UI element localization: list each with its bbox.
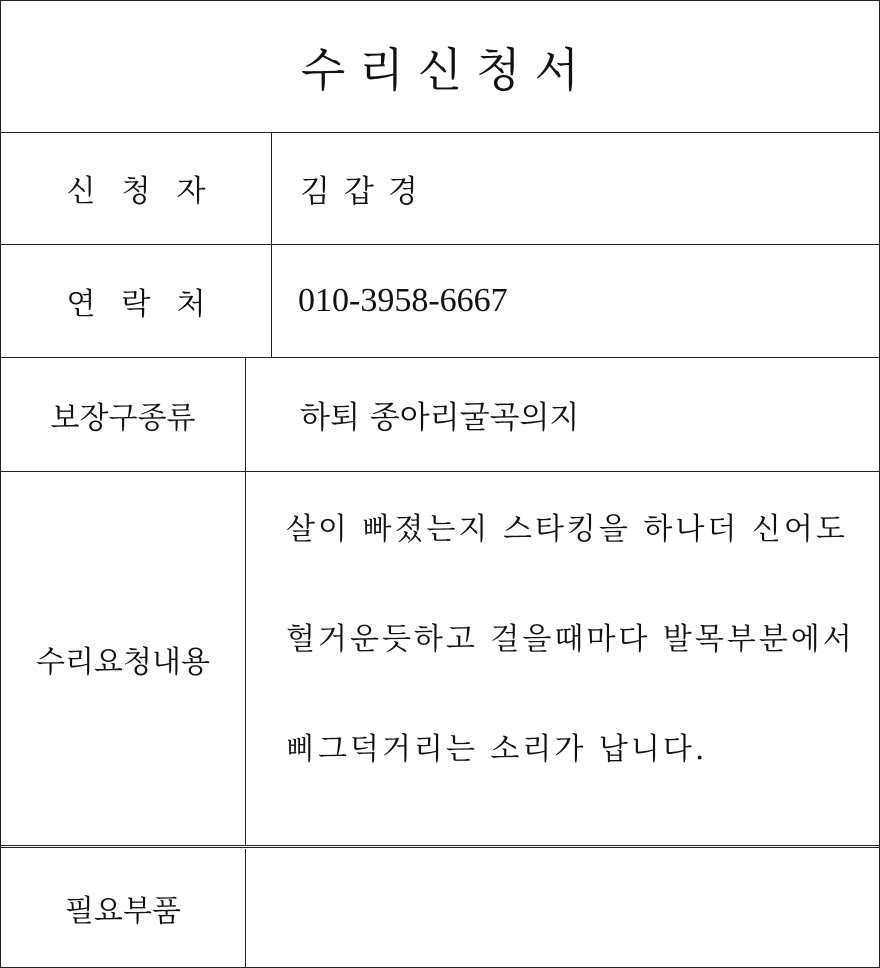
repair-request-value [246,472,879,845]
applicant-value: 김갑경 [300,173,432,210]
request-line-1: 살이 빠졌는지 스타킹을 하나더 신어도 [286,512,848,547]
required-parts-value [246,849,879,967]
applicant-label: 신청자 [1,132,272,244]
warranty-type-row [1,358,879,472]
contact-value: 010-3958-6667 [298,282,508,319]
warranty-type-label: 보장구종류 [1,358,246,471]
repair-request-label: 수리요청내용 [1,472,246,845]
applicant-row [1,132,879,245]
contact-row [1,245,879,358]
request-line-2: 헐거운듯하고 걸을때마다 발목부분에서 [286,622,855,657]
required-parts-row [1,849,879,967]
repair-request-row [1,472,879,848]
warranty-type-value: 하퇴 종아리굴곡의지 [300,400,580,436]
required-parts-label: 필요부품 [1,849,246,967]
contact-label: 연락처 [1,245,272,357]
request-line-3: 삐그덕거리는 소리가 납니다. [286,732,708,767]
form-title: 수리신청서 [300,42,594,97]
request-text [286,510,855,840]
title-row [1,1,879,133]
